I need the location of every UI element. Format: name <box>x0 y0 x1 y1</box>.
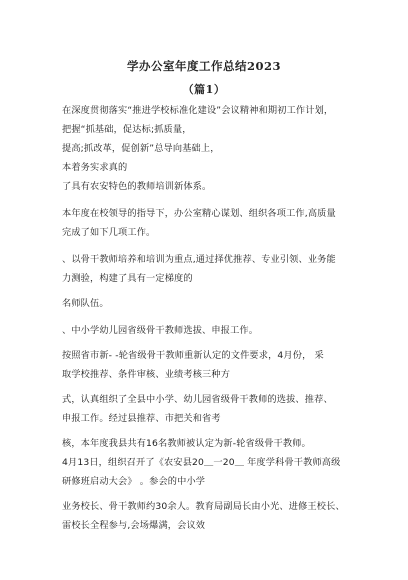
document-title: 学办公室年度工作总结2023 <box>126 59 281 73</box>
paragraph-line: 式，认真组织了全县中小学、幼儿园省级骨干教师的选拔、推荐、 <box>62 394 333 405</box>
paragraph-line: 按照省市新- -轮省级骨干教师重新认定的文件要求，4月份， 采 <box>62 350 324 361</box>
paragraph-line: 把握“抓基础，促达标;抓质量， <box>62 124 192 135</box>
paragraph-line: 力测验，构建了具有一定梯度的 <box>62 273 193 284</box>
paragraph-line: 名师队伍。 <box>62 298 109 309</box>
paragraph-line: 本年度在校领导的指导下，办公室精心谋划、组织各项工作,高质量 <box>62 208 336 219</box>
paragraph-line: 取学校推荐、条件审核、业绩考核三种方 <box>62 369 231 380</box>
paragraph-line: 本着务实求真的 <box>62 162 128 173</box>
document-body <box>62 104 368 532</box>
paragraph-line: 完成了如下几项工作。 <box>62 227 156 238</box>
paragraph-line: 雷校长全程参与,会场爆满，会议效 <box>62 520 206 531</box>
paragraph-line: 4月13日，组织召开了《农安县20＿一20＿ 年度学科骨干教师高级 <box>62 457 341 468</box>
paragraph-line: 提高;抓改革，促创新”总导向基础上， <box>62 143 220 154</box>
paragraph-line: 研修班启动大会》 。参会的中小学 <box>62 476 206 487</box>
paragraph-line: 业务校长、骨干教师约30余人。教育局副局长由小光、进修王校长、 <box>62 501 345 512</box>
paragraph-line: 、以骨干教师培养和培训为重点,通过择优推荐、专业引领、业务能 <box>62 254 336 265</box>
document-subtitle: （篇1） <box>182 83 226 96</box>
paragraph-line: 核，本年度我县共有16名教师被认定为新-轮省级骨干教师。 <box>62 438 311 449</box>
paragraph-line: 申报工作。经过县推荐、市把关和省考 <box>62 413 221 424</box>
paragraph-line: 了具有农安特色的教师培训新体系。 <box>62 181 212 192</box>
paragraph-line: 在深度贯彻落实“推进学校标准化建设”会议精神和期初工作计划， <box>62 105 334 116</box>
paragraph-line: 、中小学幼儿园省级骨干教师选拔、申报工作。 <box>62 325 259 336</box>
